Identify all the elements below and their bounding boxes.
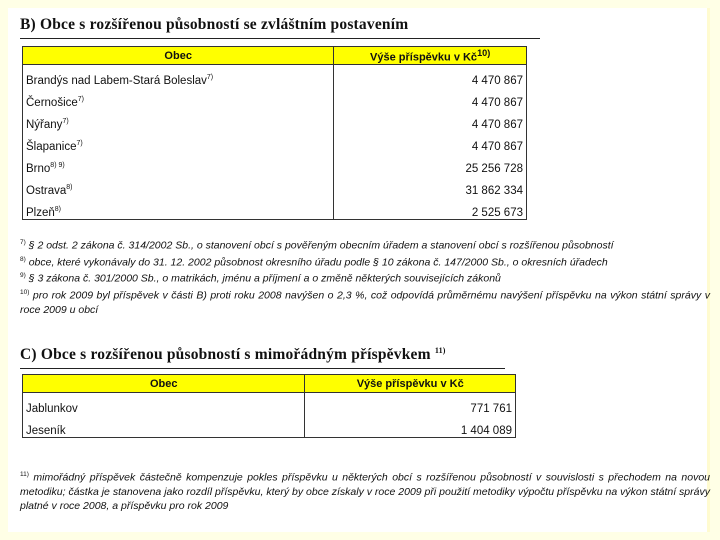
table-row: [23, 393, 516, 416]
section-c-footnote: [20, 468, 710, 513]
column-header-value: Výše příspěvku v Kč: [305, 375, 516, 393]
table-row: [23, 153, 527, 175]
document-page: [8, 8, 710, 532]
footnote: $^{10)}$ pro rok 2009 byl příspěvek v části B) proti roku 2008 navýšen o 2,3 %, což odpovídá průměrnému navýšení příspěvku na výkon státní správy v roce 2009 u obcí: [20, 289, 710, 316]
obec-cell: Šlapanice$^{7)}$: [23, 131, 334, 153]
column-header-obec: Obec: [23, 375, 305, 393]
table-row: [23, 197, 527, 220]
value-cell: 771 761: [305, 393, 516, 416]
section-b-table: [22, 46, 527, 220]
obec-cell: Černošice$^{7)}$: [23, 87, 334, 109]
column-header-obec: Obec: [23, 47, 334, 65]
table-row: [23, 175, 527, 197]
footnote: $^{8)}$ obce, které vykonávaly do 31. 12. 2002 působnost okresního úřadu podle § 10 zákona č. 147/2000 Sb., o okresních úřadech: [20, 255, 608, 269]
footnote: $^{7)}$ § 2 odst. 2 zákona č. 314/2002 Sb., o stanovení obcí s pověřeným obecním úřadem a stanovení obcí s rozšířenou působností: [20, 239, 614, 252]
section-c-title: C) Obce s rozšířenou působností s mimořádným příspěvkem $^{11)}$: [20, 346, 446, 364]
value-cell: 31 862 334: [334, 175, 527, 197]
section-c-table: [22, 374, 516, 438]
value-cell: 4 470 867: [334, 131, 527, 153]
section-b-underline: [20, 38, 540, 39]
value-cell: 4 470 867: [334, 87, 527, 109]
table-row: [23, 131, 527, 153]
obec-cell: Jablunkov: [23, 393, 305, 416]
obec-cell: Nýřany$^{7)}$: [23, 109, 334, 131]
section-b-footnotes: [20, 236, 710, 317]
table-row: [23, 87, 527, 109]
column-header-value: Výše příspěvku v $Kč^{10)}$: [334, 47, 527, 65]
value-cell: 2 525 673: [334, 197, 527, 220]
obec-cell: Plzeň$^{8)}$: [23, 197, 334, 220]
value-cell: 4 470 867: [334, 65, 527, 88]
value-cell: 1 404 089: [305, 415, 516, 438]
table-header-row: [23, 375, 516, 393]
section-b-title: B) Obce s rozšířenou působností se zvláštním postavením: [20, 16, 409, 33]
table-row: [23, 109, 527, 131]
section-c-underline: [20, 368, 505, 369]
table-row: [23, 65, 527, 88]
obec-cell: Jeseník: [23, 415, 305, 438]
value-cell: 25 256 728: [334, 153, 527, 175]
obec-cell: Brno$^{8) 9)}$: [23, 153, 334, 175]
footnote: $^{11)}$ mimořádný příspěvek částečně kompenzuje pokles příspěvku u některých obcí s rozšířenou působností v souvislosti s přechodem na novou metodiku; částka je stanovena jako rozdíl příspěvku, který by obce získaly v roce 2009 při použití metodiky výpočtu příspěvku na výkon státní správy platné v roce 2008, a příspěvku pro rok 2009: [20, 471, 710, 512]
obec-cell: Brandýs nad Labem-Stará Boleslav$^{7)}$: [23, 65, 334, 88]
obec-cell: Ostrava$^{8)}$: [23, 175, 334, 197]
table-header-row: [23, 47, 527, 65]
value-cell: 4 470 867: [334, 109, 527, 131]
table-row: [23, 415, 516, 438]
footnote: $^{9)}$ § 3 zákona č. 301/2000 Sb., o matrikách, jménu a příjmení a o změně některých souvisejících zákonů: [20, 272, 501, 285]
